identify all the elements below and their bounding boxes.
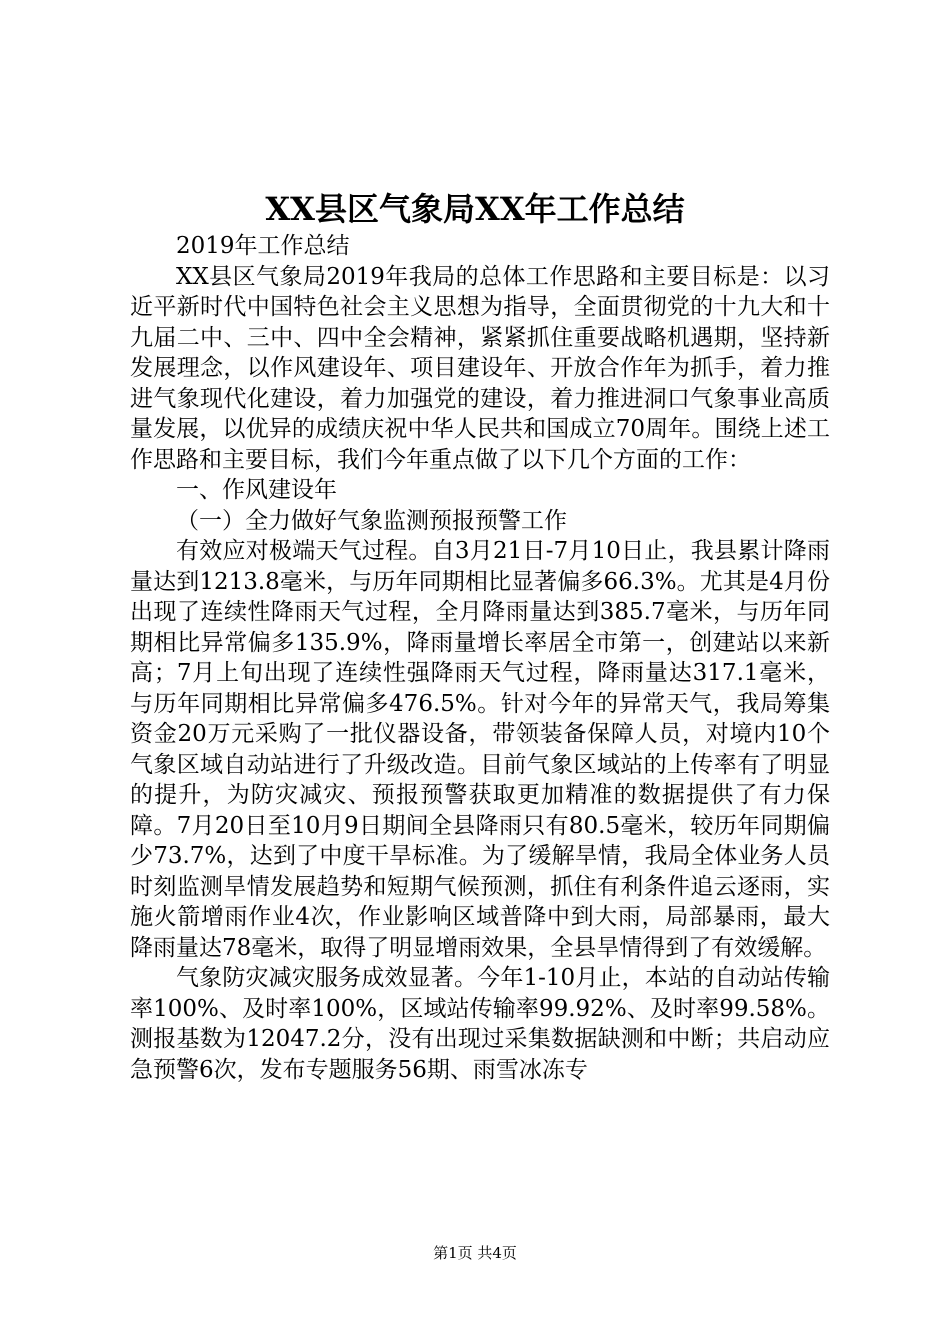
subsection-heading: （一）全力做好气象监测预报预警工作 [176,507,567,534]
section-heading: 一、作风建设年 [176,477,337,503]
page-footer: 第1页 共4页 [433,1244,517,1262]
paragraph-subtitle: 2019年工作总结 [176,233,350,259]
paragraph-disaster-service: 气象防灾减灾服务成效显著。今年1-10月止，本站的自动站传输率100%、及时率100%，区域站传输率99.92%、及时率99.58%。测报基数为12047.2分，没有出现过采集数据缺测和中断；共启动应急预警6次，发布专题服务56期、雨雪冰冻专 [130,965,830,1083]
document-body [130,231,830,1085]
paragraph-extreme-weather: 有效应对极端天气过程。自3月21日-7月10日止，我县累计降雨量达到1213.8毫米，与历年同期相比显著偏多66.3%。尤其是4月份出现了连续性降雨天气过程，全月降雨量达到385.7毫米，与历年同期相比异常偏多135.9%，降雨量增长率居全市第一，创建站以来新高；7月上旬出现了连续性强降雨天气过程，降雨量达317.1毫米，与历年同期相比异常偏多476.5%。针对今年的异常天气，我局筹集资金20万元采购了一批仪器设备，带领装备保障人员，对境内10个气象区域自动站进行了升级改造。目前气象区域站的上传率有了明显的提升，为防灾减灾、预报预警获取更加精准的数据提供了有力保障。7月20日至10月9日期间全县降雨只有80.5毫米，较历年同期偏少73.7%，达到了中度干旱标准。为了缓解旱情，我局全体业务人员时刻监测旱情发展趋势和短期气候预测，抓住有利条件追云逐雨，实施火箭增雨作业4次，作业影响区域普降中到大雨，局部暴雨，最大降雨量达78毫米，取得了明显增雨效果，全县旱情得到了有效缓解。 [130,538,830,961]
document-title: XX县区气象局XX年工作总结 [265,190,685,228]
paragraph-intro: XX县区气象局2019年我局的总体工作思路和主要目标是：以习近平新时代中国特色社会主义思想为指导，全面贯彻党的十九大和十九届二中、三中、四中全会精神，紧紧抓住重要战略机遇期，坚持新发展理念，以作风建设年、项目建设年、开放合作年为抓手，着力推进气象现代化建设，着力加强党的建设，着力推进洞口气象事业高质量发展，以优异的成绩庆祝中华人民共和国成立70周年。围绕上述工作思路和主要目标，我们今年重点做了以下几个方面的工作： [130,263,830,473]
